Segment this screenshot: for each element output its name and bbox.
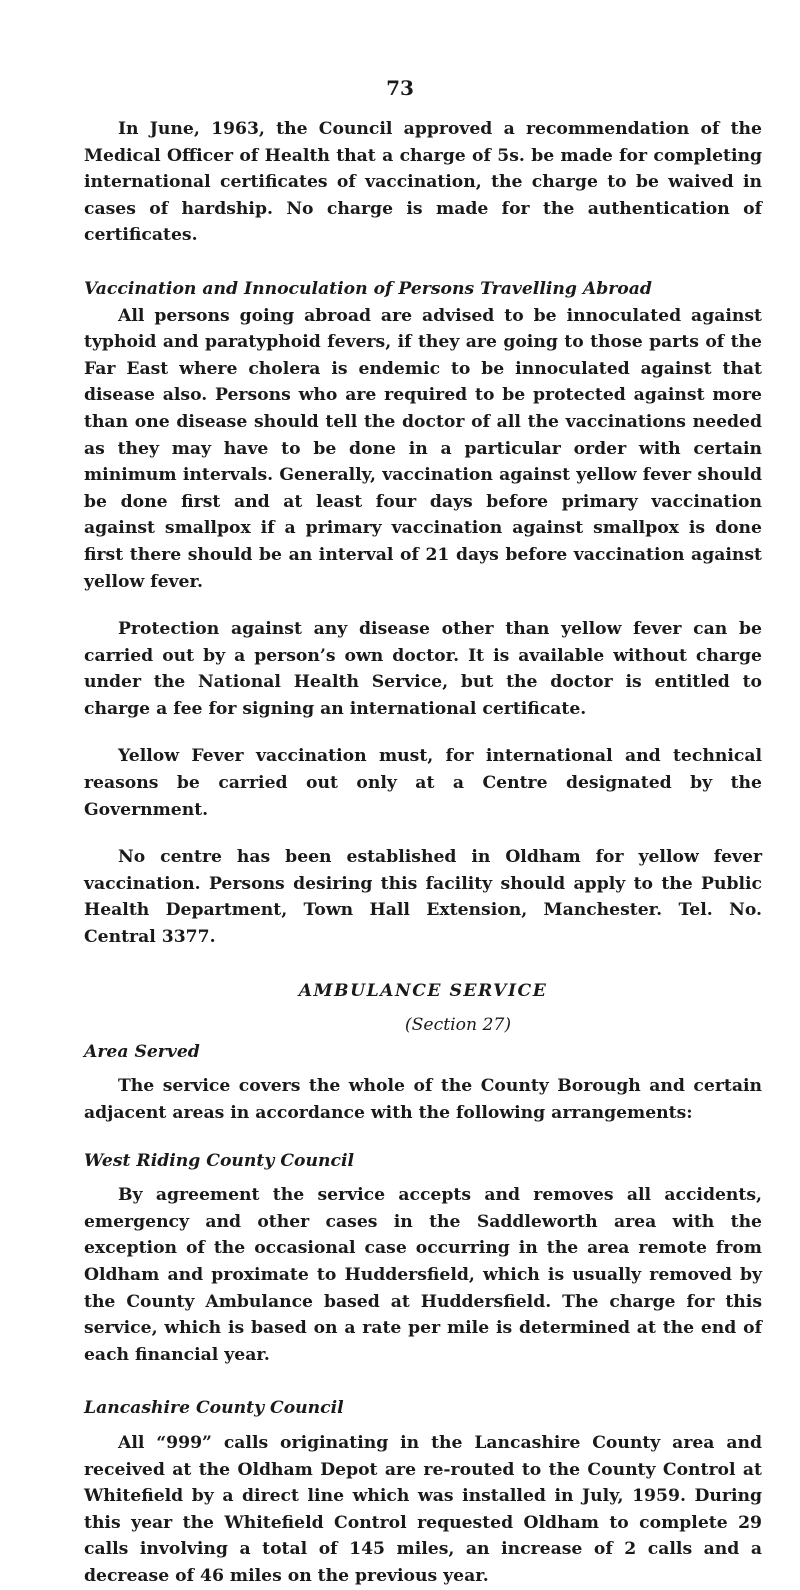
paragraph-own-doctor: Protection against any disease other than yellow fever can be carried out by a person’s own doctor. It is available without charge under the National Health Service, but the doctor is entitled to charge a fee for signing an international certificate. <box>84 619 762 719</box>
paragraph-lancashire: All “999” calls originating in the Lancashire County area and received at the Oldham Depot are re-routed to the County Control at Whitefield by a direct line which was installed in July, 1959. During this year the Whitefield Control requested Oldham to complete 29 calls involving a total of 145 miles, an increase of 2 calls and a decrease of 46 miles on the previous year. <box>84 1432 762 1586</box>
heading-lancashire: Lancashire County Council <box>84 1398 344 1419</box>
page-number: 73 <box>386 76 414 100</box>
section-title-ambulance-service: AMBULANCE SERVICE <box>298 980 548 1001</box>
paragraph-vaccination-advice: All persons going abroad are advised to be innoculated against typhoid and paratyphoid fevers, if they are going to those parts of the Far East where cholera is endemic to be innoculated against that disease also. Persons who are required to be protected against more than one disease should tell the doctor of all the vaccinations needed as they may have to be done in a particular order with certain minimum intervals. Generally, vaccination against yellow fever should be done first and at least four days before primary vaccination against smallpox if a primary vaccination against smallpox is done first there should be an interval of 21 days before vaccination against yellow fever. <box>84 305 762 592</box>
heading-west-riding: West Riding County Council <box>84 1150 354 1171</box>
paragraph-yellow-fever-centre: Yellow Fever vaccination must, for international and technical reasons be carried out only at a Centre designated by the Government. <box>84 746 762 820</box>
paragraph-west-riding: By agreement the service accepts and removes all accidents, emergency and other cases in the Saddleworth area with the exception of the occasional case occurring in the area remote from Oldham and proximate to Huddersfield, which is usually removed by the County Ambulance based at Huddersfield. The charge for this service, which is based on a rate per mile is determined at the end of each financial year. <box>84 1185 762 1365</box>
section-subtitle: (Section 27) <box>404 1015 512 1036</box>
paragraph-no-oldham-centre: No centre has been established in Oldham for yellow fever vaccination. Persons desiring this facility should apply to the Public Health Department, Town Hall Extension, Manchester. Tel. No. Central 3377. <box>84 847 762 948</box>
paragraph-certificate-charge: In June, 1963, the Council approved a recommendation of the Medical Officer of Health that a charge of 5s. be made for completing international certificates of vaccination, the charge to be waived in cases of hardship. No charge is made for the authentication of certificates. <box>84 119 762 246</box>
heading-area-served: Area Served <box>84 1041 200 1062</box>
heading-vaccination-abroad: Vaccination and Innoculation of Persons Travelling Abroad <box>84 278 652 299</box>
paragraph-area-served: The service covers the whole of the County Borough and certain adjacent areas in accordance with the following arrangements: <box>84 1076 762 1123</box>
page-body <box>84 116 762 1590</box>
